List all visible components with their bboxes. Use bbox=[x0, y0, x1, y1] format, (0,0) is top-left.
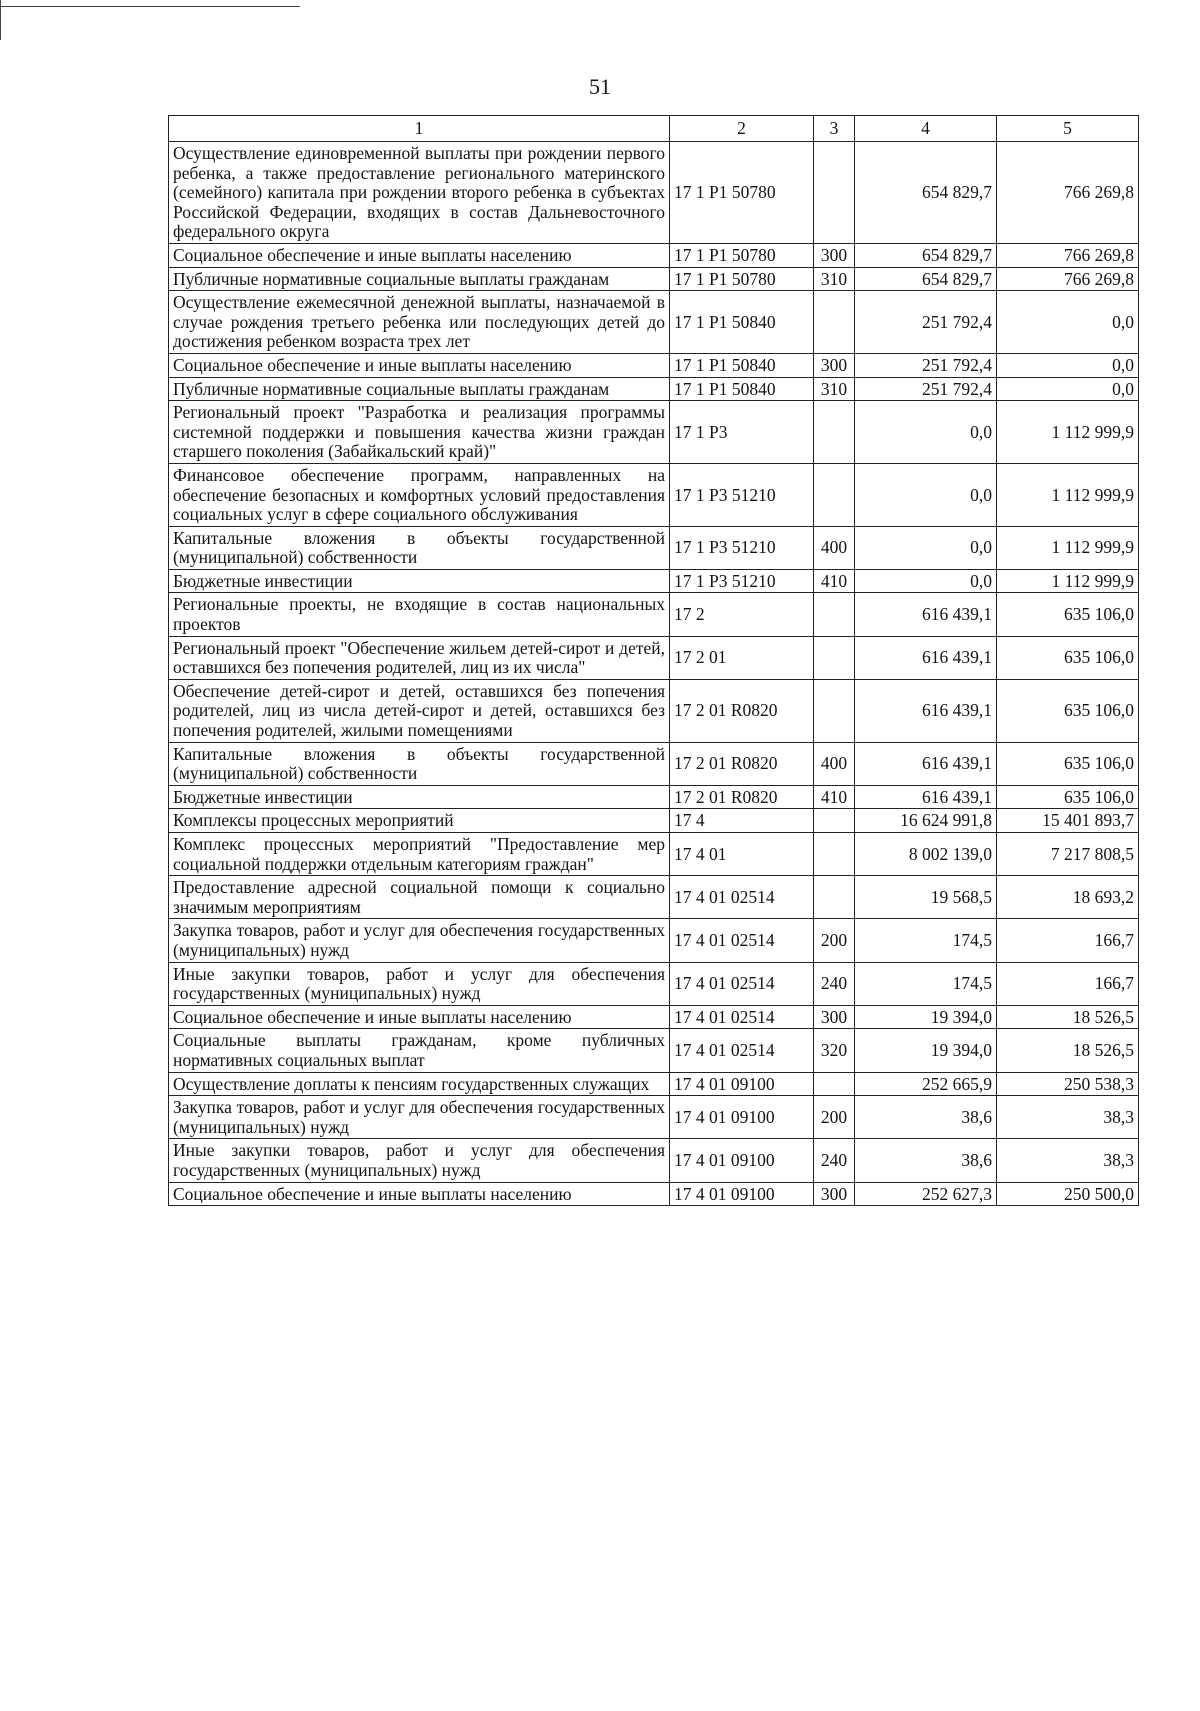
row-amount-col5-cell: 38,3 bbox=[997, 1096, 1139, 1139]
row-code-cell: 17 2 01 bbox=[670, 636, 814, 679]
table-row bbox=[169, 636, 1139, 679]
row-code-cell: 17 1 P3 51210 bbox=[670, 526, 814, 569]
table-row bbox=[169, 962, 1139, 1005]
row-amount-col4-cell: 616 439,1 bbox=[855, 679, 997, 742]
row-expense-type-cell bbox=[814, 833, 855, 876]
row-name-cell: Осуществление единовременной выплаты при рождении первого ребенка, а также предоставление регионального материнского (семейного) капитала при рождении второго ребенка в субъектах Российской Федерации, входящих в состав Дальневосточного федерального округа bbox=[169, 142, 670, 244]
row-amount-col5-cell: 766 269,8 bbox=[997, 142, 1139, 244]
row-expense-type-cell: 310 bbox=[814, 267, 855, 291]
row-amount-col4-cell: 0,0 bbox=[855, 569, 997, 593]
row-code-cell: 17 4 01 09100 bbox=[670, 1139, 814, 1182]
row-amount-col4-cell: 19 394,0 bbox=[855, 1005, 997, 1029]
row-amount-col5-cell: 1 112 999,9 bbox=[997, 526, 1139, 569]
row-expense-type-cell: 410 bbox=[814, 569, 855, 593]
table-row bbox=[169, 679, 1139, 742]
row-amount-col4-cell: 616 439,1 bbox=[855, 785, 997, 809]
row-code-cell: 17 4 01 09100 bbox=[670, 1096, 814, 1139]
row-expense-type-cell: 320 bbox=[814, 1029, 855, 1072]
row-code-cell: 17 4 01 bbox=[670, 833, 814, 876]
row-name-cell: Комплексы процессных мероприятий bbox=[169, 809, 670, 833]
row-code-cell: 17 4 01 02514 bbox=[670, 962, 814, 1005]
row-amount-col4-cell: 0,0 bbox=[855, 526, 997, 569]
row-code-cell: 17 1 P1 50780 bbox=[670, 243, 814, 267]
table-row bbox=[169, 401, 1139, 464]
row-expense-type-cell bbox=[814, 876, 855, 919]
row-expense-type-cell: 300 bbox=[814, 1182, 855, 1206]
row-code-cell: 17 1 P1 50840 bbox=[670, 377, 814, 401]
row-name-cell: Обеспечение детей-сирот и детей, оставшихся без попечения родителей, лиц из числа детей-сирот и детей, оставшихся без попечения родителей, жилыми помещениями bbox=[169, 679, 670, 742]
row-code-cell: 17 4 bbox=[670, 809, 814, 833]
row-code-cell: 17 4 01 02514 bbox=[670, 919, 814, 962]
row-amount-col5-cell: 250 500,0 bbox=[997, 1182, 1139, 1206]
row-code-cell: 17 4 01 02514 bbox=[670, 1005, 814, 1029]
column-header-4: 4 bbox=[855, 116, 997, 142]
row-amount-col4-cell: 251 792,4 bbox=[855, 291, 997, 354]
table-row bbox=[169, 1072, 1139, 1096]
row-amount-col5-cell: 7 217 808,5 bbox=[997, 833, 1139, 876]
row-expense-type-cell bbox=[814, 463, 855, 526]
table-row bbox=[169, 267, 1139, 291]
row-code-cell: 17 2 01 R0820 bbox=[670, 785, 814, 809]
row-amount-col4-cell: 16 624 991,8 bbox=[855, 809, 997, 833]
row-amount-col4-cell: 654 829,7 bbox=[855, 142, 997, 244]
row-amount-col4-cell: 616 439,1 bbox=[855, 742, 997, 785]
row-amount-col4-cell: 654 829,7 bbox=[855, 243, 997, 267]
row-code-cell: 17 1 P1 50780 bbox=[670, 142, 814, 244]
table-row bbox=[169, 142, 1139, 244]
row-amount-col4-cell: 38,6 bbox=[855, 1096, 997, 1139]
row-amount-col4-cell: 174,5 bbox=[855, 962, 997, 1005]
table-row bbox=[169, 593, 1139, 636]
table-row bbox=[169, 243, 1139, 267]
column-header-1: 1 bbox=[169, 116, 670, 142]
row-amount-col5-cell: 0,0 bbox=[997, 291, 1139, 354]
row-name-cell: Региональный проект "Обеспечение жильем детей-сирот и детей, оставшихся без попечения родителей, лиц из их числа" bbox=[169, 636, 670, 679]
row-amount-col5-cell: 1 112 999,9 bbox=[997, 569, 1139, 593]
scan-edge-line-left bbox=[0, 0, 1, 40]
row-code-cell: 17 2 01 R0820 bbox=[670, 742, 814, 785]
row-code-cell: 17 1 P3 bbox=[670, 401, 814, 464]
row-amount-col4-cell: 0,0 bbox=[855, 463, 997, 526]
table-row bbox=[169, 291, 1139, 354]
page-number: 51 bbox=[589, 74, 611, 99]
row-code-cell: 17 2 01 R0820 bbox=[670, 679, 814, 742]
row-expense-type-cell bbox=[814, 679, 855, 742]
row-amount-col4-cell: 654 829,7 bbox=[855, 267, 997, 291]
table-row bbox=[169, 1096, 1139, 1139]
row-amount-col5-cell: 166,7 bbox=[997, 919, 1139, 962]
row-amount-col5-cell: 18 526,5 bbox=[997, 1029, 1139, 1072]
row-expense-type-cell bbox=[814, 593, 855, 636]
row-name-cell: Предоставление адресной социальной помощи к социально значимым мероприятиям bbox=[169, 876, 670, 919]
column-header-3: 3 bbox=[814, 116, 855, 142]
row-amount-col5-cell: 166,7 bbox=[997, 962, 1139, 1005]
row-amount-col4-cell: 616 439,1 bbox=[855, 636, 997, 679]
table-row bbox=[169, 833, 1139, 876]
row-amount-col4-cell: 38,6 bbox=[855, 1139, 997, 1182]
table-row bbox=[169, 526, 1139, 569]
row-name-cell: Капитальные вложения в объекты государственной (муниципальной) собственности bbox=[169, 742, 670, 785]
row-expense-type-cell bbox=[814, 401, 855, 464]
scan-edge-line-top bbox=[0, 6, 300, 7]
table-body bbox=[169, 142, 1139, 1206]
table-row bbox=[169, 463, 1139, 526]
row-amount-col4-cell: 251 792,4 bbox=[855, 353, 997, 377]
row-name-cell: Осуществление доплаты к пенсиям государственных служащих bbox=[169, 1072, 670, 1096]
row-amount-col4-cell: 0,0 bbox=[855, 401, 997, 464]
row-name-cell: Капитальные вложения в объекты государственной (муниципальной) собственности bbox=[169, 526, 670, 569]
row-name-cell: Региональные проекты, не входящие в состав национальных проектов bbox=[169, 593, 670, 636]
table-header-row bbox=[169, 116, 1139, 142]
row-amount-col5-cell: 18 526,5 bbox=[997, 1005, 1139, 1029]
row-amount-col4-cell: 252 627,3 bbox=[855, 1182, 997, 1206]
row-amount-col4-cell: 8 002 139,0 bbox=[855, 833, 997, 876]
row-name-cell: Социальное обеспечение и иные выплаты населению bbox=[169, 1182, 670, 1206]
row-name-cell: Закупка товаров, работ и услуг для обеспечения государственных (муниципальных) нужд bbox=[169, 1096, 670, 1139]
table-row bbox=[169, 742, 1139, 785]
row-name-cell: Социальное обеспечение и иные выплаты населению bbox=[169, 1005, 670, 1029]
row-amount-col5-cell: 1 112 999,9 bbox=[997, 463, 1139, 526]
row-expense-type-cell: 300 bbox=[814, 243, 855, 267]
table-row bbox=[169, 876, 1139, 919]
row-name-cell: Финансовое обеспечение программ, направленных на обеспечение безопасных и комфортных условий предоставления социальных услуг в сфере социального обслуживания bbox=[169, 463, 670, 526]
row-name-cell: Бюджетные инвестиции bbox=[169, 569, 670, 593]
row-expense-type-cell: 410 bbox=[814, 785, 855, 809]
table-row bbox=[169, 919, 1139, 962]
row-code-cell: 17 1 P1 50840 bbox=[670, 291, 814, 354]
row-amount-col5-cell: 0,0 bbox=[997, 353, 1139, 377]
row-expense-type-cell: 200 bbox=[814, 919, 855, 962]
row-expense-type-cell: 400 bbox=[814, 742, 855, 785]
row-name-cell: Социальное обеспечение и иные выплаты населению bbox=[169, 353, 670, 377]
row-name-cell: Социальные выплаты гражданам, кроме публичных нормативных социальных выплат bbox=[169, 1029, 670, 1072]
row-amount-col5-cell: 38,3 bbox=[997, 1139, 1139, 1182]
row-code-cell: 17 1 P3 51210 bbox=[670, 569, 814, 593]
row-amount-col5-cell: 1 112 999,9 bbox=[997, 401, 1139, 464]
row-amount-col4-cell: 251 792,4 bbox=[855, 377, 997, 401]
row-expense-type-cell bbox=[814, 291, 855, 354]
table-row bbox=[169, 1182, 1139, 1206]
row-code-cell: 17 2 bbox=[670, 593, 814, 636]
row-amount-col5-cell: 635 106,0 bbox=[997, 785, 1139, 809]
row-name-cell: Региональный проект "Разработка и реализация программы системной поддержки и повышения качества жизни граждан старшего поколения (Забайкальский край)" bbox=[169, 401, 670, 464]
row-amount-col5-cell: 766 269,8 bbox=[997, 243, 1139, 267]
row-amount-col4-cell: 19 394,0 bbox=[855, 1029, 997, 1072]
row-name-cell: Закупка товаров, работ и услуг для обеспечения государственных (муниципальных) нужд bbox=[169, 919, 670, 962]
row-name-cell: Иные закупки товаров, работ и услуг для обеспечения государственных (муниципальных) нужд bbox=[169, 1139, 670, 1182]
table-row bbox=[169, 1029, 1139, 1072]
row-amount-col5-cell: 635 106,0 bbox=[997, 742, 1139, 785]
row-amount-col5-cell: 15 401 893,7 bbox=[997, 809, 1139, 833]
row-amount-col5-cell: 635 106,0 bbox=[997, 679, 1139, 742]
row-code-cell: 17 4 01 09100 bbox=[670, 1072, 814, 1096]
row-expense-type-cell: 300 bbox=[814, 353, 855, 377]
budget-table bbox=[168, 115, 1139, 1206]
row-amount-col5-cell: 18 693,2 bbox=[997, 876, 1139, 919]
row-amount-col4-cell: 19 568,5 bbox=[855, 876, 997, 919]
row-code-cell: 17 4 01 02514 bbox=[670, 876, 814, 919]
row-name-cell: Публичные нормативные социальные выплаты гражданам bbox=[169, 267, 670, 291]
row-expense-type-cell: 310 bbox=[814, 377, 855, 401]
row-expense-type-cell: 240 bbox=[814, 1139, 855, 1182]
row-expense-type-cell: 240 bbox=[814, 962, 855, 1005]
row-expense-type-cell bbox=[814, 142, 855, 244]
row-expense-type-cell: 400 bbox=[814, 526, 855, 569]
row-code-cell: 17 1 P3 51210 bbox=[670, 463, 814, 526]
table-row bbox=[169, 353, 1139, 377]
row-name-cell: Иные закупки товаров, работ и услуг для обеспечения государственных (муниципальных) нужд bbox=[169, 962, 670, 1005]
column-header-2: 2 bbox=[670, 116, 814, 142]
row-expense-type-cell bbox=[814, 1072, 855, 1096]
row-code-cell: 17 1 P1 50840 bbox=[670, 353, 814, 377]
row-expense-type-cell bbox=[814, 809, 855, 833]
table-row bbox=[169, 1139, 1139, 1182]
row-amount-col4-cell: 252 665,9 bbox=[855, 1072, 997, 1096]
column-header-5: 5 bbox=[997, 116, 1139, 142]
table-row bbox=[169, 377, 1139, 401]
row-amount-col5-cell: 250 538,3 bbox=[997, 1072, 1139, 1096]
row-amount-col5-cell: 635 106,0 bbox=[997, 593, 1139, 636]
table-row bbox=[169, 1005, 1139, 1029]
row-code-cell: 17 1 P1 50780 bbox=[670, 267, 814, 291]
row-amount-col4-cell: 174,5 bbox=[855, 919, 997, 962]
row-code-cell: 17 4 01 09100 bbox=[670, 1182, 814, 1206]
row-name-cell: Социальное обеспечение и иные выплаты населению bbox=[169, 243, 670, 267]
row-name-cell: Бюджетные инвестиции bbox=[169, 785, 670, 809]
row-name-cell: Осуществление ежемесячной денежной выплаты, назначаемой в случае рождения третьего ребенка или последующих детей до достижения ребенком возраста трех лет bbox=[169, 291, 670, 354]
row-amount-col5-cell: 0,0 bbox=[997, 377, 1139, 401]
table-row bbox=[169, 809, 1139, 833]
table-row bbox=[169, 785, 1139, 809]
row-expense-type-cell bbox=[814, 636, 855, 679]
row-amount-col5-cell: 635 106,0 bbox=[997, 636, 1139, 679]
table-row bbox=[169, 569, 1139, 593]
row-name-cell: Публичные нормативные социальные выплаты гражданам bbox=[169, 377, 670, 401]
row-amount-col5-cell: 766 269,8 bbox=[997, 267, 1139, 291]
row-expense-type-cell: 200 bbox=[814, 1096, 855, 1139]
row-expense-type-cell: 300 bbox=[814, 1005, 855, 1029]
row-name-cell: Комплекс процессных мероприятий "Предоставление мер социальной поддержки отдельным категориям граждан" bbox=[169, 833, 670, 876]
row-code-cell: 17 4 01 02514 bbox=[670, 1029, 814, 1072]
row-amount-col4-cell: 616 439,1 bbox=[855, 593, 997, 636]
